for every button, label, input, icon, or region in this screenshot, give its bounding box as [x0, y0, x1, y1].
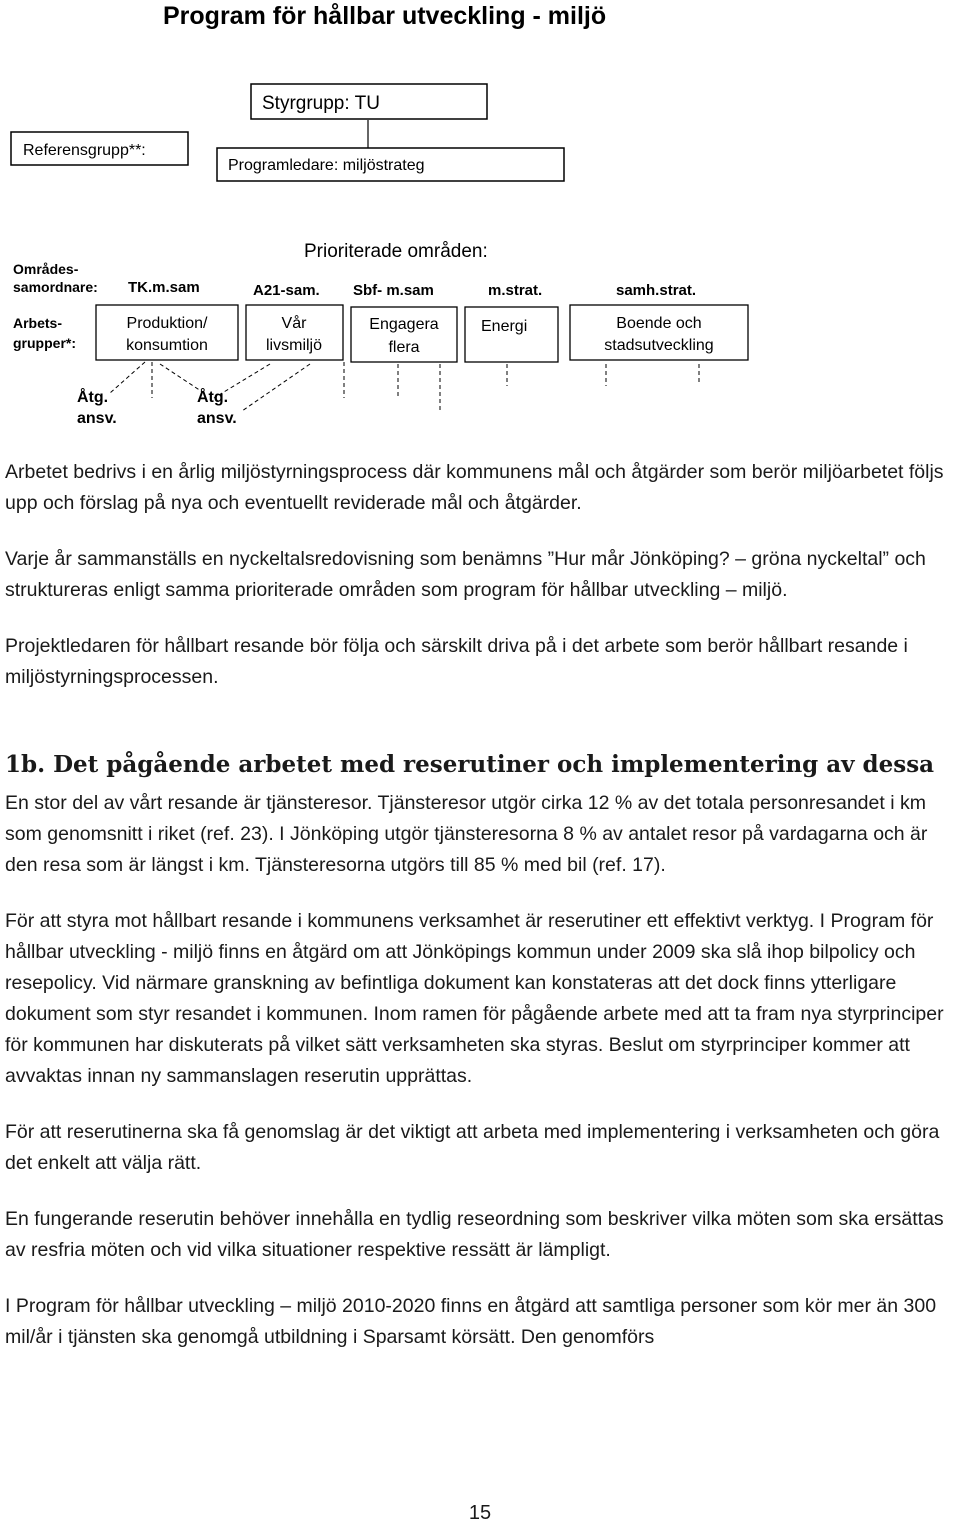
programledare-label: Programledare: miljöstrateg [228, 157, 425, 174]
coordinator-tk: TK.m.sam [128, 279, 200, 296]
atg-ansv-1-line1: Åtg. [77, 389, 109, 406]
body-section-1 [5, 457, 957, 693]
arbets-label-line2: grupper*: [13, 335, 76, 351]
paragraph: För att styra mot hållbart resande i kommunens verksamhet är reserutiner ett effektivt verktyg. I Program för hållbar utveckling - miljö finns en åtgärd om att Jönköpings kommun under 2009 ska slå ihop bilpolicy och resepolicy. Vid närmare granskning av befintliga dokument kan konstateras att det dock finns ytterligare dokument som styr resandet i kommunen. Inom ramen för pågående arbete med att ta fram nya styrprinciper för kommunen har diskuterats på vilket sätt verksamheten ska styras. Beslut om styrprinciper kommer att avvaktas innan ny sammanslagen reserutin upprättas. [5, 910, 944, 1087]
coordinator-mstrat: m.strat. [488, 282, 543, 299]
page-number: 15 [468, 1502, 492, 1524]
atg-ansv-2-line1: Åtg. [197, 389, 229, 406]
prioriterade-heading: Prioriterade områden: [304, 241, 488, 262]
area-livsmiljo-line2: livsmiljö [266, 337, 322, 354]
section-heading: 1b. Det pågående arbetet med reserutiner och implementering av dessa [5, 751, 935, 778]
atg-ansv-1-line2: ansv. [77, 410, 117, 427]
referensgrupp-label: Referensgrupp**: [23, 142, 146, 159]
paragraph: En fungerande reserutin behöver innehålla en tydlig reseordning som beskriver vilka möten som ska ersättas av resfria möten och vid vilka situationer respektive ressätt är lämpligt. [5, 1208, 944, 1261]
paragraph: En stor del av vårt resande är tjänsteresor. Tjänsteresor utgör cirka 12 % av det totala personresandet i km som genomsnitt i riket (ref. 23). I Jönköping utgör tjänsteresorna 8 % av antalet resor på vardagarna och är den resa som är längst i km. Tjänsteresorna utgörs till 85 % med bil (ref. 17). [5, 792, 928, 876]
paragraph: I Program för hållbar utveckling – miljö 2010-2020 finns en åtgärd att samtliga personer som kör mer än 300 mil/år i tjänsten ska genomgå utbildning i Sparsamt körsätt. Den genomförs [5, 1295, 937, 1348]
area-boende-line1: Boende och [616, 315, 702, 332]
coordinator-a21: A21-sam. [253, 282, 320, 299]
styrgrupp-label: Styrgrupp: TU [262, 93, 380, 114]
organization-diagram [0, 0, 960, 440]
area-boende-line2: stadsutveckling [604, 337, 714, 354]
diagram-title: Program för hållbar utveckling - miljö [163, 2, 607, 30]
body-section-2 [5, 788, 957, 1353]
area-engagera-line1: Engagera [369, 316, 439, 333]
area-engagera-line2: flera [388, 339, 420, 356]
omrades-label-line1: Områdes- [13, 261, 79, 277]
coordinator-samhstrat: samh.strat. [616, 282, 697, 299]
atg-ansv-2-line2: ansv. [197, 410, 237, 427]
area-produktion-line2: konsumtion [126, 337, 208, 354]
paragraph: Arbetet bedrivs i en årlig miljöstyrningsprocess där kommunens mål och åtgärder som berör miljöarbetet följs upp och förslag på nya och eventuellt reviderade mål och åtgärder. [5, 461, 944, 514]
area-energi-line1: Energi [481, 318, 528, 335]
arbets-label-line1: Arbets- [13, 315, 63, 331]
area-produktion-line1: Produktion/ [126, 315, 208, 332]
paragraph: Projektledaren för hållbart resande bör följa och särskilt driva på i det arbete som berör hållbart resande i miljöstyrningsprocessen. [5, 635, 908, 688]
paragraph: Varje år sammanställs en nyckeltalsredovisning som benämns ”Hur mår Jönköping? – gröna nyckeltal” och struktureras enligt samma prioriterade områden som program för hållbar utveckling – miljö. [5, 548, 926, 601]
area-livsmiljo-line1: Vår [281, 315, 307, 332]
paragraph: För att reserutinerna ska få genomslag är det viktigt att arbeta med implementering i verksamheten och göra det enkelt att välja rätt. [5, 1121, 940, 1174]
omrades-label-line2: samordnare: [13, 279, 98, 295]
coordinator-sbf: Sbf- m.sam [353, 282, 434, 299]
